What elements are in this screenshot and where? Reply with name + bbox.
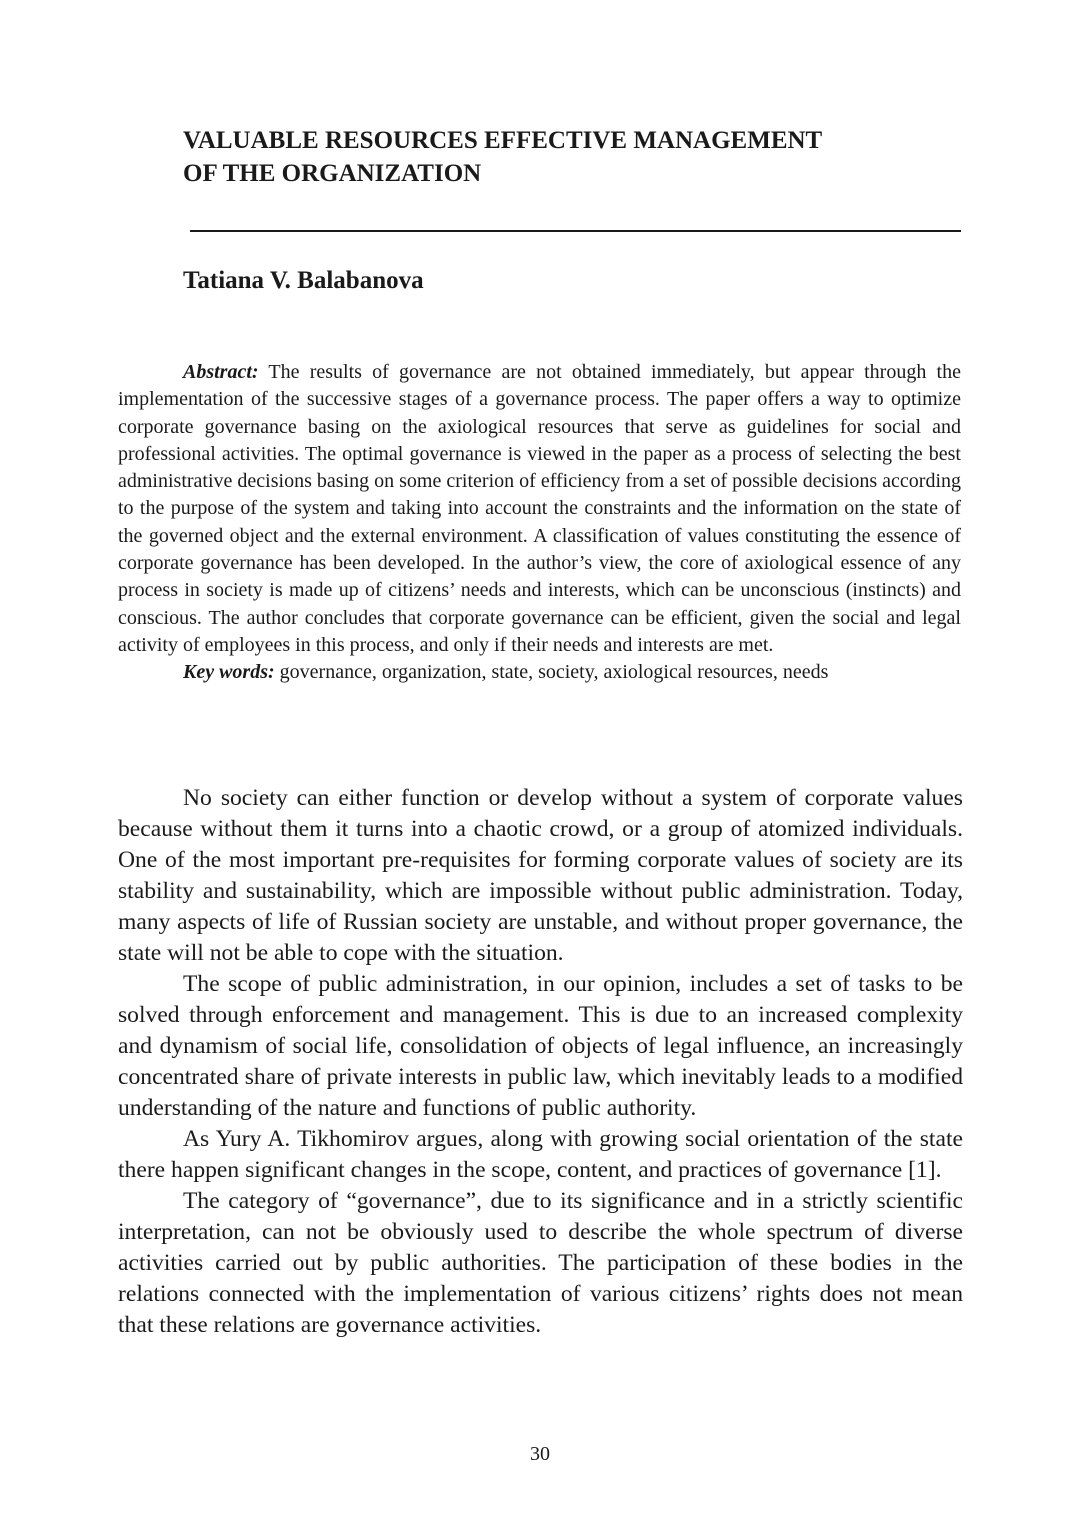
body-paragraph-2: The scope of public administration, in our opinion, includes a set of tasks to be solved through enforcement and management. This is due to an increased complexity and dynamism of social life, consolidation of objects of legal influence, an increasingly concentrated share of private interests in public law, which inevitably leads to a modified understanding of the nature and functions of public authority. (118, 971, 963, 1121)
paper-title-line-2: OF THE ORGANIZATION (183, 160, 482, 187)
keywords-paragraph (118, 659, 961, 686)
body-paragraph-1: No society can either function or develop without a system of corporate values because without them it turns into a chaotic crowd, or a group of atomized individuals. One of the most important pre-requisites for forming corporate values of society are its stability and sustainability, which are impossible without public administration. Today, many aspects of life of Russian society are unstable, and without proper governance, the state will not be able to cope with the situation. (118, 785, 963, 966)
page-number: 30 (530, 1443, 550, 1465)
paper-title-line-1: VALUABLE RESOURCES EFFECTIVE MANAGEMENT (183, 127, 823, 154)
body-text (118, 783, 963, 1341)
abstract-label: Abstract: (183, 361, 259, 383)
body-paragraph-3: As Yury A. Tikhomirov argues, along with growing social orientation of the state there happen significant changes in the scope, content, and practices of governance [1]. (118, 1126, 963, 1183)
body-paragraph-4: The category of “governance”, due to its significance and in a strictly scientific interpretation, can not be obviously used to describe the whole spectrum of diverse activities carried out by public authorities. The participation of these bodies in the relations connected with the implementation of various citizens’ rights does not mean that these relations are governance activities. (118, 1188, 963, 1338)
abstract-text: The results of governance are not obtained immediately, but appear through the implementation of the successive stages of a governance process. The paper offers a way to optimize corporate governance basing on the axiological resources that serve as guidelines for social and professional activities. The optimal governance is viewed in the paper as a process of selecting the best administrative decisions basing on some criterion of efficiency from a set of possible decisions according to the purpose of the system and taking into account the constraints and the information on the state of the governed object and the external environment. A classification of values constituting the essence of corporate governance has been developed. In the author’s view, the core of axiological essence of any process in society is made up of citizens’ needs and interests, which can be unconscious (instincts) and conscious. The author concludes that corporate governance can be efficient, given the social and legal activity of employees in this process, and only if their needs and interests are met. (118, 361, 961, 656)
keywords-text: governance, organization, state, society, axiological resources, needs (279, 661, 829, 684)
author-name: Tatiana V. Balabanova (183, 267, 424, 294)
abstract-paragraph (118, 359, 961, 659)
title-divider (190, 230, 961, 232)
paper-title (183, 124, 983, 190)
abstract-section (118, 359, 961, 687)
keywords-label: Key words: (183, 661, 275, 684)
